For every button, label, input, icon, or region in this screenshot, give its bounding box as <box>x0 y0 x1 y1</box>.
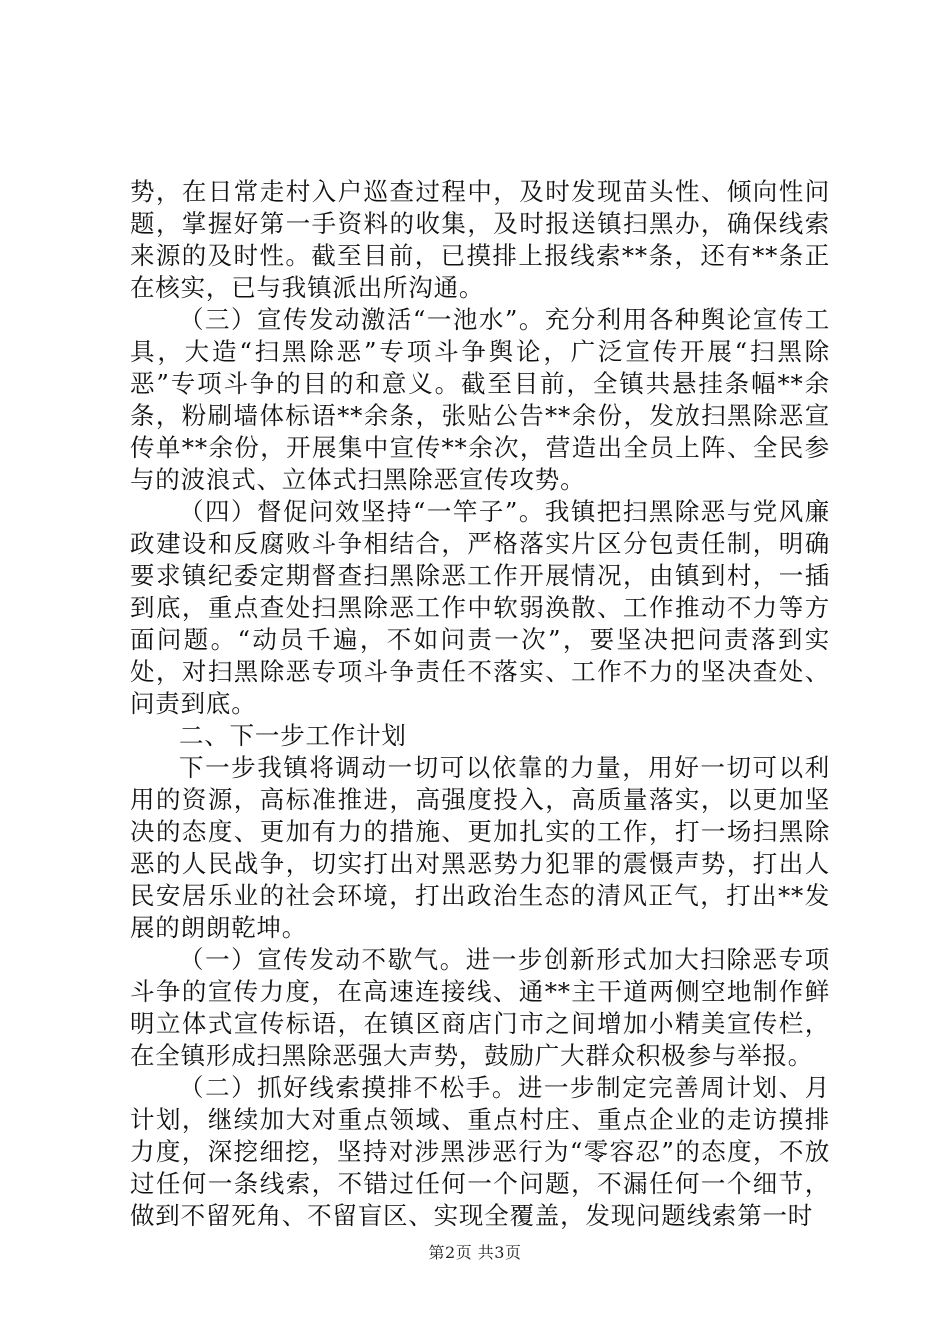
paragraph-plan-one: （一）宣传发动不歇气。进一步创新形式加大扫除恶专项斗争的宣传力度，在高速连接线、通**主干道两侧空地制作鲜明立体式宣传标语，在镇区商店门市之间增加小精美宣传栏，在全镇形成扫黑除恶强大声势，鼓励广大群众积极参与举报。 <box>130 945 830 1070</box>
paragraph-next-steps-intro: 下一步我镇将调动一切可以依靠的力量，用好一切可以利用的资源，高标准推进，高强度投入，高质量落实，以更加坚决的态度、更加有力的措施、更加扎实的工作，打一场扫黑除恶的人民战争，切实打出对黑恶势力犯罪的震慑声势，打出人民安居乐业的社会环境，打出政治生态的清风正气，打出**发展的朗朗乾坤。 <box>130 753 830 942</box>
paragraph-plan-two: （二）抓好线索摸排不松手。进一步制定完善周计划、月计划，继续加大对重点领域、重点村庄、重点企业的走访摸排力度，深挖细挖，坚持对涉黑涉恶行为“零容忍”的态度，不放过任何一条线索，不错过任何一个问题，不漏任何一个细节，做到不留死角、不留盲区、实现全覆盖，发现问题线索第一时 <box>130 1073 830 1230</box>
page-number-footer: 第2页 共3页 <box>428 1243 522 1262</box>
section-heading-next-steps: 二、下一步工作计划 <box>179 721 407 750</box>
paragraph-section-three: （三）宣传发动激活“一池水”。充分利用各种舆论宣传工具，大造“扫黑除恶”专项斗争舆论，广泛宣传开展“扫黑除恶”专项斗争的目的和意义。截至目前，全镇共悬挂条幅**余条，粉刷墙体标语**余条，张贴公告**余份，发放扫黑除恶宣传单**余份，开展集中宣传**余次，营造出全员上阵、全民参与的波浪式、立体式扫黑除恶宣传攻势。 <box>130 305 830 494</box>
paragraph-continuation: 势，在日常走村入户巡查过程中，及时发现苗头性、倾向性问题，掌握好第一手资料的收集，及时报送镇扫黑办，确保线索来源的及时性。截至目前，已摸排上报线索**条，还有**条正在核实，已与我镇派出所沟通。 <box>130 177 830 302</box>
paragraph-section-four: （四）督促问效坚持“一竿子”。我镇把扫黑除恶与党风廉政建设和反腐败斗争相结合，严格落实片区分包责任制，明确要求镇纪委定期督查扫黑除恶工作开展情况，由镇到村，一插到底，重点查处扫黑除恶工作中软弱涣散、工作推动不力等方面问题。“动员千遍，不如问责一次”，要坚决把问责落到实处，对扫黑除恶专项斗争责任不落实、工作不力的坚决查处、问责到底。 <box>130 497 830 718</box>
document-body <box>130 176 830 1232</box>
